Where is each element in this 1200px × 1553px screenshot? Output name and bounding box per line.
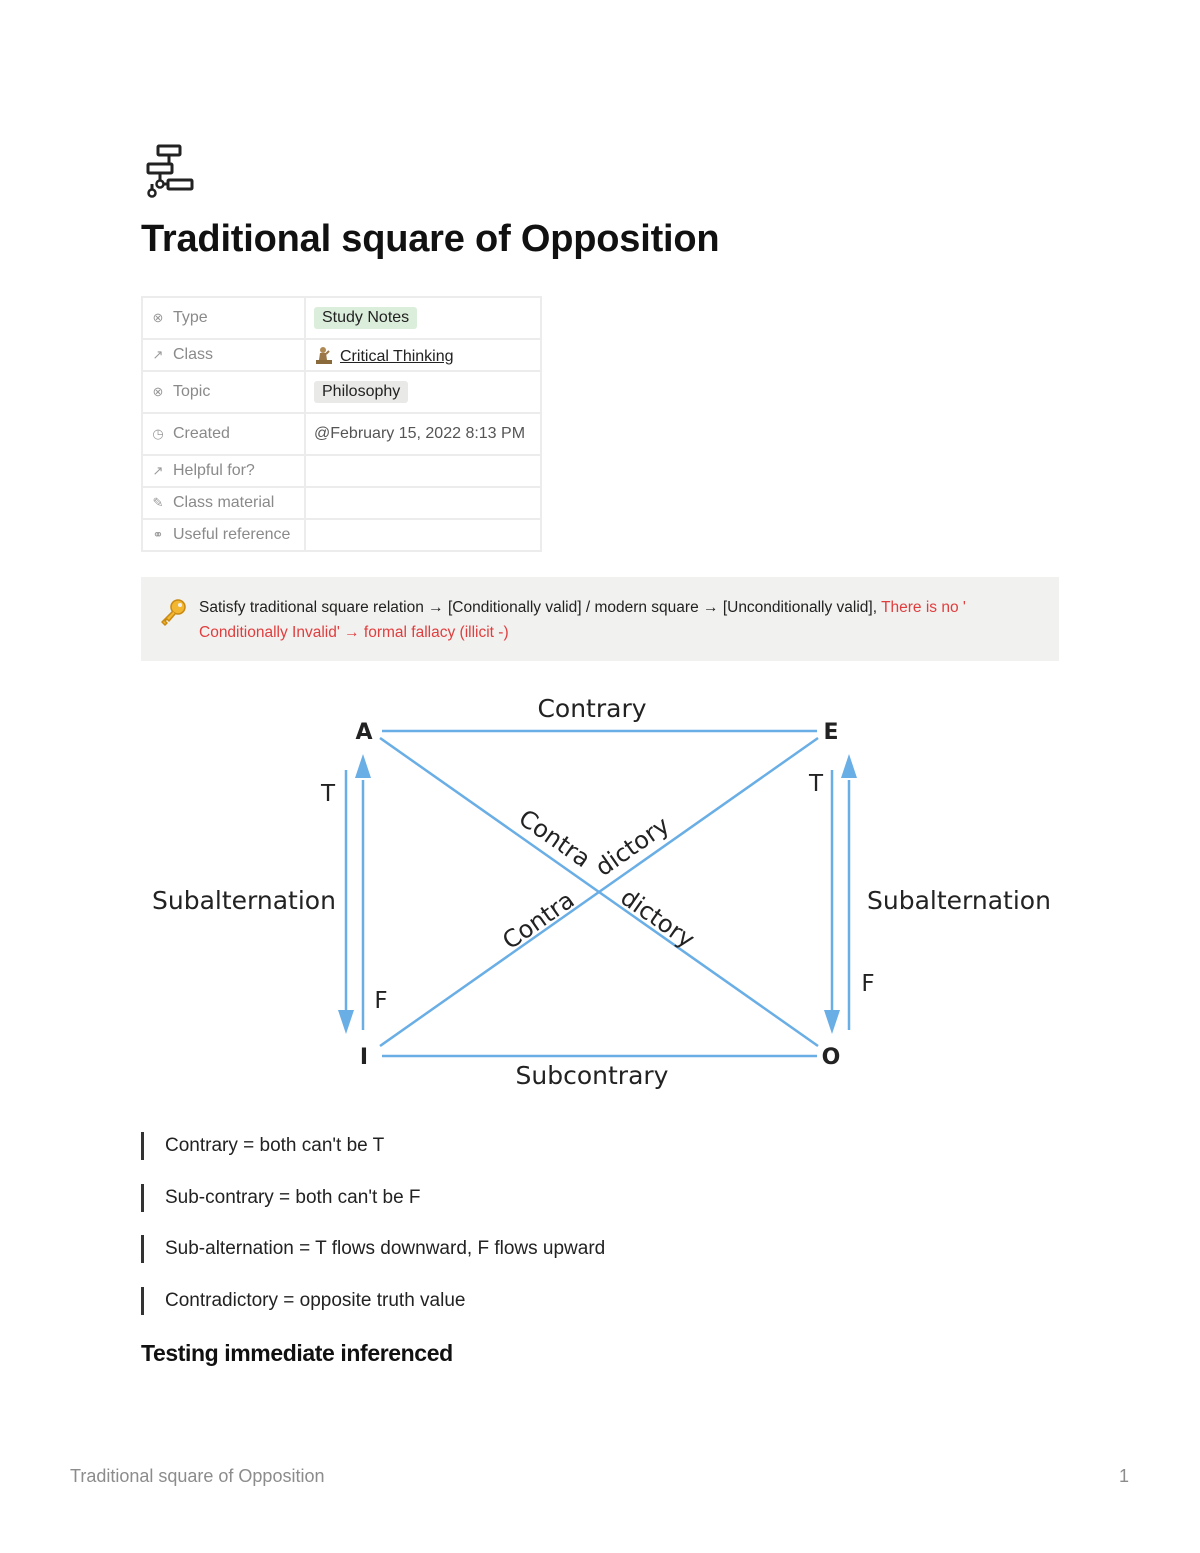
property-row[interactable] <box>142 371 541 413</box>
clock-icon: ◷ <box>152 426 164 441</box>
arrowhead <box>841 754 857 778</box>
property-label: Class material <box>173 494 275 511</box>
property-key <box>142 413 305 455</box>
quote-subalternation: Sub-alternation = T flows downward, F flows upward <box>141 1235 605 1263</box>
thinker-emoji <box>314 345 334 365</box>
arrowhead <box>355 754 371 778</box>
property-row[interactable] <box>142 519 541 551</box>
corner-o: O <box>821 1045 841 1070</box>
contradictory-label-ei-1: Contra <box>497 885 580 956</box>
property-row[interactable] <box>142 339 541 371</box>
right-true-label: T <box>808 771 824 797</box>
pin-icon: ✎ <box>152 495 164 510</box>
arrowhead <box>338 1010 354 1034</box>
property-label: Helpful for? <box>173 462 255 479</box>
link-icon: ⚭ <box>152 527 164 542</box>
property-row[interactable] <box>142 455 541 487</box>
created-date: @February 15, 2022 8:13 PM <box>305 413 541 455</box>
callout-text: Satisfy traditional square relation → [Conditionally valid] / modern square → [Unconditionally valid], <box>199 599 882 616</box>
footer-title: Traditional square of Opposition <box>70 1466 325 1486</box>
corner-e: E <box>823 720 839 745</box>
property-row[interactable] <box>142 297 541 339</box>
quote-contradictory: Contradictory = opposite truth value <box>141 1287 465 1315</box>
flowchart-icon <box>140 142 196 198</box>
property-key <box>142 455 305 487</box>
property-label: Created <box>173 425 230 442</box>
corner-i: I <box>359 1045 369 1070</box>
contradictory-label-ao-2: dictory <box>615 883 700 954</box>
property-row[interactable] <box>142 413 541 455</box>
left-false-label: F <box>374 988 388 1014</box>
properties-table <box>141 296 542 552</box>
select-icon: ⊗ <box>152 310 164 325</box>
property-key <box>142 487 305 519</box>
left-subalternation-label: Subalternation <box>152 886 336 915</box>
property-key <box>142 519 305 551</box>
page-number: 1 <box>1118 1466 1129 1486</box>
section-heading: Testing immediate inferenced <box>141 1340 453 1366</box>
property-value-empty[interactable] <box>305 487 541 519</box>
property-row[interactable] <box>142 487 541 519</box>
property-value[interactable] <box>305 297 541 339</box>
property-key <box>142 339 305 371</box>
key-icon <box>157 597 189 629</box>
contrary-label: Contrary <box>537 694 647 723</box>
property-value[interactable] <box>305 339 541 371</box>
arrowhead <box>824 1010 840 1034</box>
quote-contrary: Contrary = both can't be T <box>141 1132 384 1160</box>
page-title: Traditional square of Opposition <box>141 218 720 260</box>
property-label: Type <box>173 309 208 326</box>
property-value-empty[interactable] <box>305 519 541 551</box>
class-relation-link[interactable]: Critical Thinking <box>340 347 454 365</box>
tag-philosophy[interactable]: Philosophy <box>314 381 408 403</box>
property-label: Useful reference <box>173 526 291 543</box>
property-key <box>142 297 305 339</box>
quote-subcontrary: Sub-contrary = both can't be F <box>141 1184 421 1212</box>
contradictory-label-ao-1: Contra <box>513 803 596 874</box>
corner-a: A <box>355 720 373 745</box>
left-true-label: T <box>320 781 336 807</box>
callout <box>141 577 1059 661</box>
tag-study-notes[interactable]: Study Notes <box>314 307 417 329</box>
right-subalternation-label: Subalternation <box>867 886 1051 915</box>
square-of-opposition-diagram <box>140 680 1060 1100</box>
relation-arrow-icon: ↗ <box>152 463 164 478</box>
property-label: Topic <box>173 383 211 400</box>
subcontrary-label: Subcontrary <box>515 1061 669 1090</box>
property-label: Class <box>173 346 214 363</box>
property-key <box>142 371 305 413</box>
property-value[interactable] <box>305 371 541 413</box>
callout-text-highlight: There is no ' Conditionally Invalid' → formal fallacy (illicit -) <box>199 599 966 641</box>
relation-arrow-icon: ↗ <box>152 347 164 362</box>
property-value-empty[interactable] <box>305 455 541 487</box>
right-false-label: F <box>861 971 875 997</box>
select-icon: ⊗ <box>152 384 164 399</box>
contradictory-label-ei-2: dictory <box>590 811 675 882</box>
